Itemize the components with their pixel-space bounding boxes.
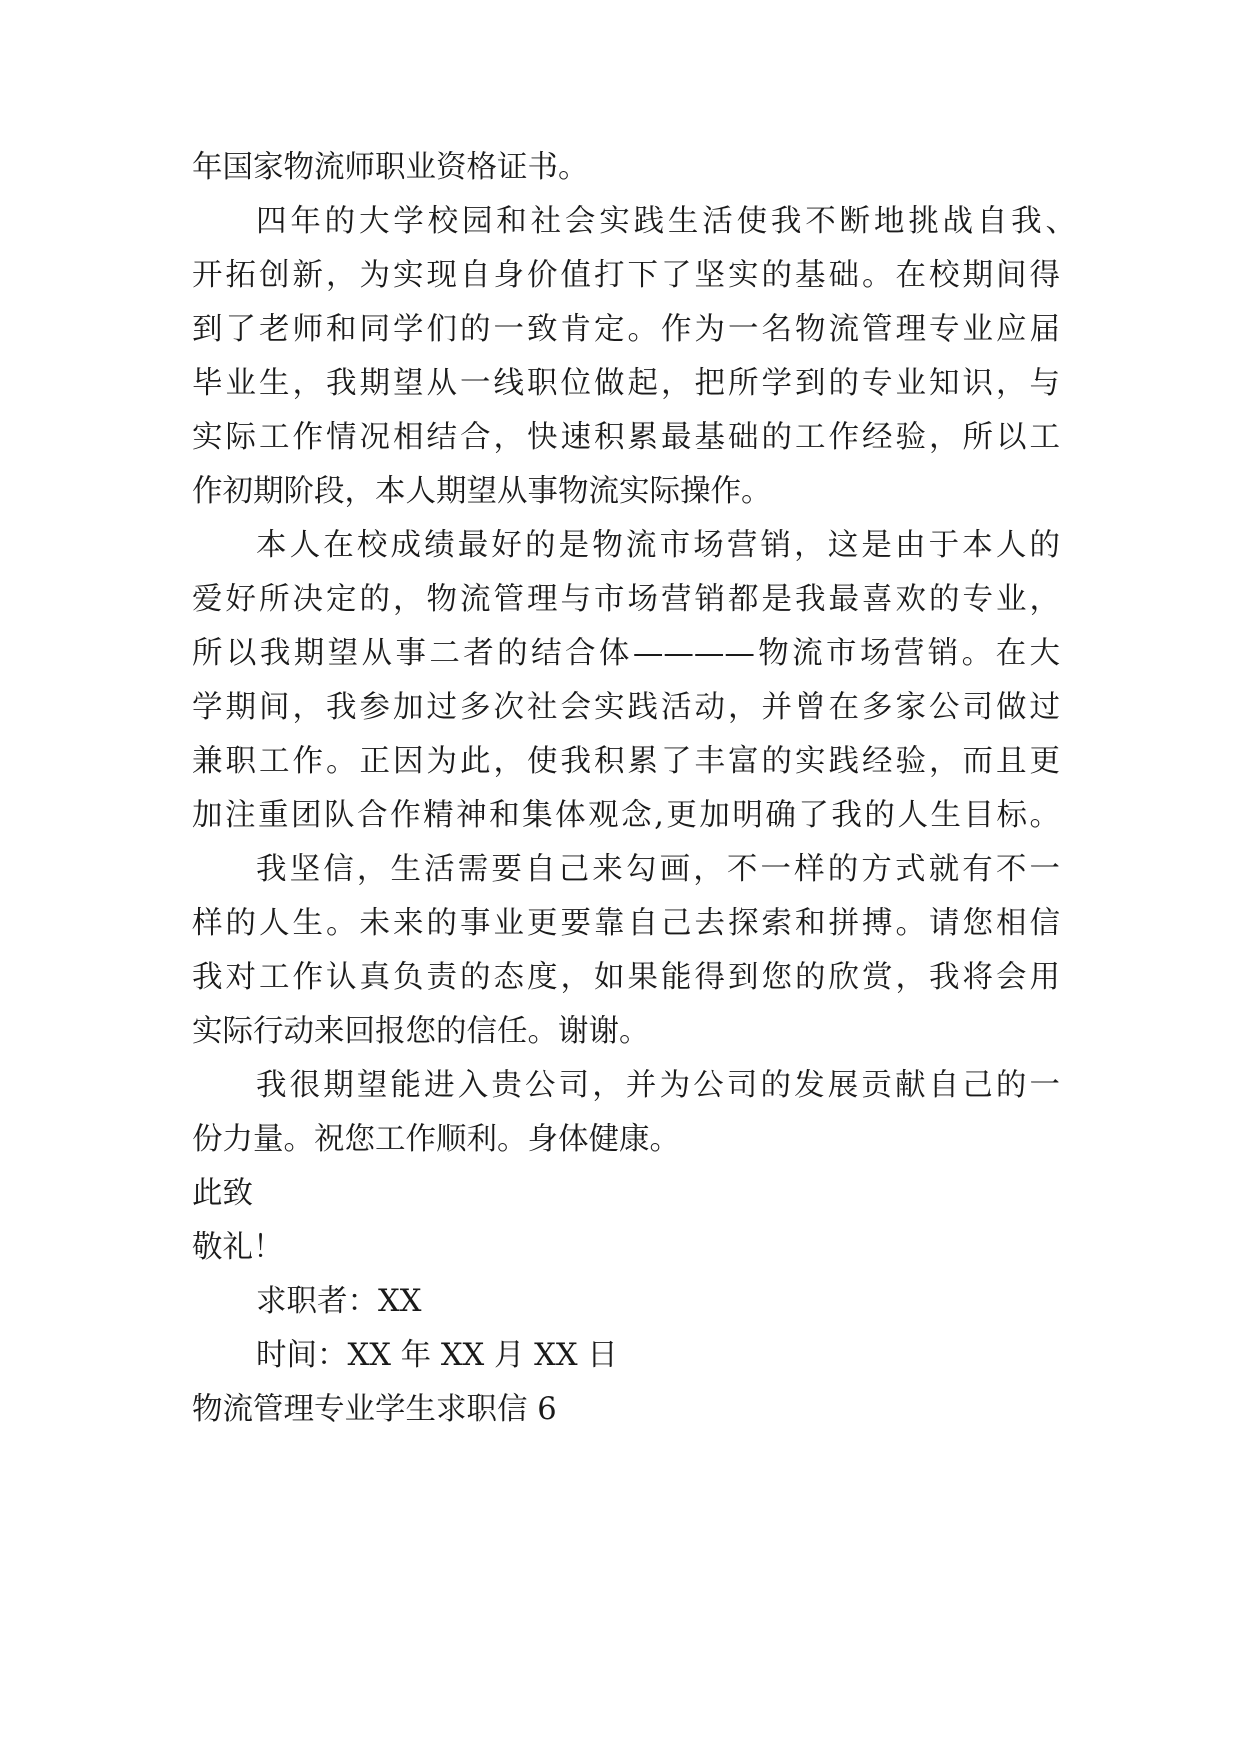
section-heading: 物流管理专业学生求职信 6 bbox=[192, 1392, 557, 1427]
text-line: 我对工作认真负责的态度，如果能得到您的欣赏，我将会用 bbox=[192, 960, 1060, 995]
paragraph-start-line: 四年的大学校园和社会实践生活使我不断地挑战自我、 bbox=[256, 204, 1076, 239]
text-line: 年国家物流师职业资格证书。 bbox=[192, 150, 589, 185]
paragraph-start-line: 本人在校成绩最好的是物流市场营销，这是由于本人的 bbox=[256, 528, 1060, 563]
closing-respect: 敬礼！ bbox=[192, 1230, 284, 1265]
text-line: 实际行动来回报您的信任。谢谢。 bbox=[192, 1014, 650, 1049]
closing-salutation: 此致 bbox=[192, 1176, 253, 1211]
text-line: 毕业生，我期望从一线职位做起，把所学到的专业知识，与 bbox=[192, 366, 1060, 401]
text-line: 作初期阶段，本人期望从事物流实际操作。 bbox=[192, 474, 772, 509]
text-line: 样的人生。未来的事业更要靠自己去探索和拼搏。请您相信 bbox=[192, 906, 1060, 941]
applicant-name: 求职者：XX bbox=[256, 1284, 422, 1319]
paragraph-start-line: 我很期望能进入贵公司，并为公司的发展贡献自己的一 bbox=[256, 1068, 1060, 1103]
text-line: 开拓创新，为实现自身价值打下了坚实的基础。在校期间得 bbox=[192, 258, 1060, 293]
text-line: 到了老师和同学们的一致肯定。作为一名物流管理专业应届 bbox=[192, 312, 1060, 347]
text-line: 实际工作情况相结合，快速积累最基础的工作经验，所以工 bbox=[192, 420, 1060, 455]
text-line: 兼职工作。正因为此，使我积累了丰富的实践经验，而且更 bbox=[192, 744, 1060, 779]
text-line: 爱好所决定的，物流管理与市场营销都是我最喜欢的专业， bbox=[192, 582, 1060, 617]
letter-date: 时间：XX 年 XX 月 XX 日 bbox=[256, 1338, 618, 1373]
text-line: 份力量。祝您工作顺利。身体健康。 bbox=[192, 1122, 680, 1157]
paragraph-start-line: 我坚信，生活需要自己来勾画，不一样的方式就有不一 bbox=[256, 852, 1060, 887]
text-line: 所以我期望从事二者的结合体————物流市场营销。在大 bbox=[192, 636, 1060, 671]
text-line: 学期间，我参加过多次社会实践活动，并曾在多家公司做过 bbox=[192, 690, 1060, 725]
text-line: 加注重团队合作精神和集体观念,更加明确了我的人生目标。 bbox=[192, 798, 1060, 833]
